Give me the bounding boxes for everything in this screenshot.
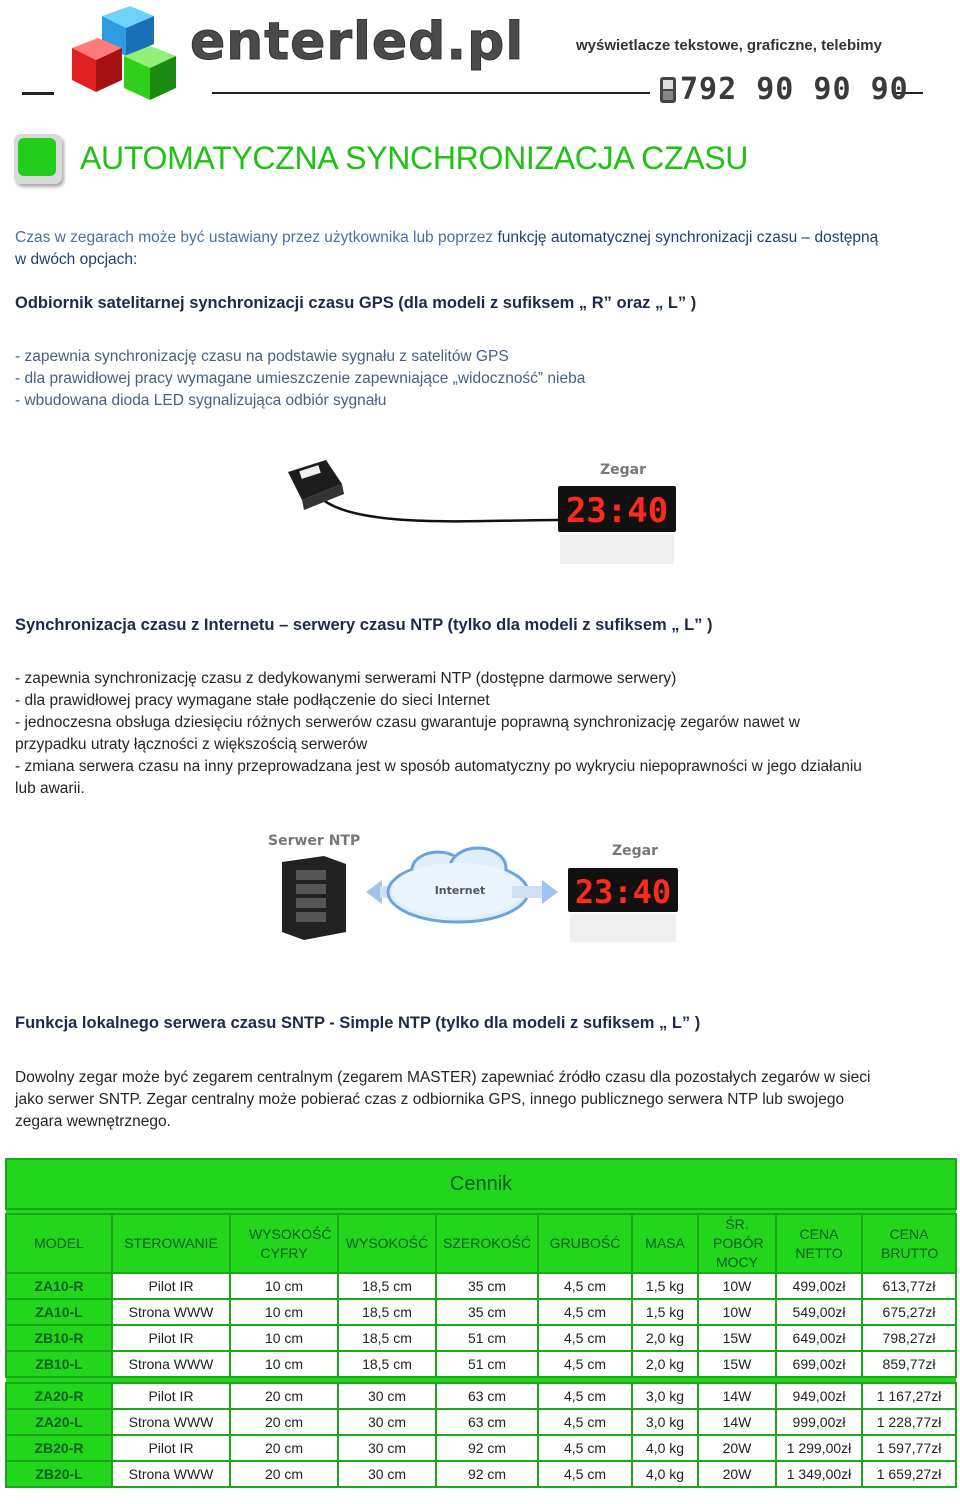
table-cell: 92 cm — [436, 1461, 538, 1487]
column-header: CENA BRUTTO — [862, 1214, 956, 1273]
table-cell: Strona WWW — [112, 1461, 230, 1487]
table-cell: 1 349,00zł — [776, 1461, 862, 1487]
column-header: MASA — [632, 1214, 698, 1273]
table-cell: 1 228,77zł — [862, 1409, 956, 1435]
table-cell: 20 cm — [230, 1383, 338, 1409]
table-cell: 1 299,00zł — [776, 1435, 862, 1461]
list-item: przypadku utraty łączności z większością serwerów — [15, 736, 368, 753]
sntp-heading: Funkcja lokalnego serwera czasu SNTP - Simple NTP (tylko dla modeli z sufiksem „ L” ) — [15, 1014, 701, 1032]
ntp-points — [15, 668, 950, 800]
table-cell: 649,00zł — [776, 1325, 862, 1351]
table-cell: 92 cm — [436, 1435, 538, 1461]
table-row — [6, 1273, 956, 1299]
table-cell: 859,77zł — [862, 1351, 956, 1377]
table-cell: 2,0 kg — [632, 1325, 698, 1351]
ntp-cloud-label: Internet — [434, 884, 486, 897]
column-header: STEROWANIE — [112, 1214, 230, 1273]
table-cell: Pilot IR — [112, 1383, 230, 1409]
table-cell: 4,5 cm — [538, 1383, 632, 1409]
table-cell: Strona WWW — [112, 1351, 230, 1377]
table-cell: 1 597,77zł — [862, 1435, 956, 1461]
list-item: - wbudowana dioda LED sygnalizująca odbiór sygnału — [15, 392, 387, 409]
table-cell: 18,5 cm — [338, 1299, 436, 1325]
paragraph-line: jako serwer SNTP. Zegar centralny może pobierać czas z odbiornika GPS, innego publicznego serwera NTP lub swojego — [15, 1091, 845, 1108]
logo-text: enterled.pl — [190, 12, 525, 72]
column-header: SZEROKOŚĆ — [436, 1214, 538, 1273]
pricing-caption: Cennik — [6, 1159, 956, 1209]
table-cell: 675,27zł — [862, 1299, 956, 1325]
table-cell: 18,5 cm — [338, 1351, 436, 1377]
table-cell: 10 cm — [230, 1273, 338, 1299]
model-cell: ZA10-L — [6, 1299, 112, 1325]
list-item: lub awarii. — [15, 780, 85, 797]
column-header: MODEL — [6, 1214, 112, 1273]
table-cell: 10W — [698, 1273, 776, 1299]
list-item: - jednoczesna obsługa dziesięciu różnych serwerów czasu gwarantuje poprawną synchronizację zegarów nawet w — [15, 714, 800, 731]
table-cell: 4,5 cm — [538, 1461, 632, 1487]
table-cell: 4,0 kg — [632, 1461, 698, 1487]
table-row — [6, 1299, 956, 1325]
intro-text: Czas w zegarach może być ustawiany przez użytkownika lub poprzez — [15, 229, 498, 246]
table-cell: 15W — [698, 1325, 776, 1351]
gps-points — [15, 346, 585, 412]
list-item: - dla prawidłowej pracy wymagane umieszczenie zapewniające „widoczność” nieba — [15, 370, 586, 387]
table-cell: 51 cm — [436, 1325, 538, 1351]
table-cell: 15W — [698, 1351, 776, 1377]
header-divider — [212, 92, 650, 94]
table-cell: 20W — [698, 1435, 776, 1461]
ntp-server-label: Serwer NTP — [268, 833, 361, 849]
table-cell: Pilot IR — [112, 1325, 230, 1351]
table-cell: 20 cm — [230, 1435, 338, 1461]
table-cell: 549,00zł — [776, 1299, 862, 1325]
header-phone: 792 90 90 90 — [680, 72, 909, 107]
table-cell: 949,00zł — [776, 1383, 862, 1409]
column-header: WYSOKOŚĆ CYFRY — [230, 1214, 338, 1273]
table-cell: 30 cm — [338, 1383, 436, 1409]
table-cell: 14W — [698, 1409, 776, 1435]
table-cell: 798,27zł — [862, 1325, 956, 1351]
table-row — [6, 1435, 956, 1461]
table-cell: 4,0 kg — [632, 1435, 698, 1461]
table-cell: 30 cm — [338, 1435, 436, 1461]
table-cell: 30 cm — [338, 1461, 436, 1487]
table-cell: 4,5 cm — [538, 1273, 632, 1299]
table-cell: 35 cm — [436, 1299, 538, 1325]
column-header: GRUBOŚĆ — [538, 1214, 632, 1273]
table-cell: 1 167,27zł — [862, 1383, 956, 1409]
list-item: - zapewnia synchronizację czasu z dedykowanymi serwerami NTP (dostępne darmowe serwery) — [15, 670, 677, 687]
table-cell: Pilot IR — [112, 1435, 230, 1461]
header-divider — [22, 92, 54, 95]
table-cell: 63 cm — [436, 1383, 538, 1409]
table-cell: 3,0 kg — [632, 1383, 698, 1409]
table-cell: Pilot IR — [112, 1273, 230, 1299]
table-cell: 4,5 cm — [538, 1325, 632, 1351]
table-row — [6, 1351, 956, 1377]
table-cell: 2,0 kg — [632, 1351, 698, 1377]
table-cell: 63 cm — [436, 1409, 538, 1435]
paragraph-line: zegara wewnętrznego. — [15, 1113, 171, 1130]
gps-heading: Odbiornik satelitarnej synchronizacji czasu GPS (dla modeli z sufiksem „ R” oraz „ L” ) — [15, 294, 697, 312]
ntp-clock-label: Zegar — [612, 843, 659, 859]
table-cell: 4,5 cm — [538, 1409, 632, 1435]
table-cell: 699,00zł — [776, 1351, 862, 1377]
table-cell: 1,5 kg — [632, 1273, 698, 1299]
table-cell: 10 cm — [230, 1325, 338, 1351]
table-cell: 35 cm — [436, 1273, 538, 1299]
table-row — [6, 1461, 956, 1487]
model-cell: ZB10-L — [6, 1351, 112, 1377]
gps-clock-time: 23:40 — [565, 491, 669, 531]
ntp-diagram-image — [262, 828, 692, 948]
table-cell: 10W — [698, 1299, 776, 1325]
sntp-paragraph — [15, 1067, 950, 1133]
ntp-heading: Synchronizacja czasu z Internetu – serwery czasu NTP (tylko dla modeli z sufiksem „ L” ) — [15, 616, 713, 634]
table-cell: 4,5 cm — [538, 1351, 632, 1377]
intro-text: w dwóch opcjach: — [15, 251, 138, 268]
pricing-table — [5, 1158, 957, 1488]
table-cell: 3,0 kg — [632, 1409, 698, 1435]
table-cell: 4,5 cm — [538, 1299, 632, 1325]
table-cell: 51 cm — [436, 1351, 538, 1377]
table-cell: 18,5 cm — [338, 1273, 436, 1299]
gps-clock-label: Zegar — [600, 462, 647, 478]
paragraph-line: Dowolny zegar może być zegarem centralnym (zegarem MASTER) zapewniać źródło czasu dla pozostałych zegarów w sieci — [15, 1069, 871, 1086]
table-cell: 999,00zł — [776, 1409, 862, 1435]
table-row — [6, 1409, 956, 1435]
table-cell: 499,00zł — [776, 1273, 862, 1299]
title-square-icon-fill — [18, 138, 56, 176]
table-cell: 4,5 cm — [538, 1435, 632, 1461]
model-cell: ZB20-L — [6, 1461, 112, 1487]
table-cell: 20 cm — [230, 1409, 338, 1435]
table-header-row — [6, 1214, 956, 1273]
column-header: CENA NETTO — [776, 1214, 862, 1273]
page-title: AUTOMATYCZNA SYNCHRONIZACJA CZASU — [80, 140, 749, 176]
ntp-clock-time: 23:40 — [574, 873, 672, 911]
table-row — [6, 1325, 956, 1351]
table-cell: 18,5 cm — [338, 1325, 436, 1351]
column-header: ŚR. POBÓR MOCY — [698, 1214, 776, 1273]
table-cell: Strona WWW — [112, 1299, 230, 1325]
model-cell: ZA20-R — [6, 1383, 112, 1409]
table-cell: 1,5 kg — [632, 1299, 698, 1325]
table-cell: 20 cm — [230, 1461, 338, 1487]
model-cell: ZB10-R — [6, 1325, 112, 1351]
list-item: - dla prawidłowej pracy wymagane stałe podłączenie do sieci Internet — [15, 692, 490, 709]
list-item: - zmiana serwera czasu na inny przeprowadzana jest w sposób automatyczny po wykryciu niepoprawności w jego działaniu — [15, 758, 862, 775]
table-cell: 14W — [698, 1383, 776, 1409]
gps-diagram-image — [278, 450, 688, 580]
table-cell: 10 cm — [230, 1351, 338, 1377]
header-tagline: wyświetlacze tekstowe, graficzne, telebimy — [576, 37, 882, 54]
table-cell: 613,77zł — [862, 1273, 956, 1299]
table-cell: 1 659,27zł — [862, 1461, 956, 1487]
table-row — [6, 1383, 956, 1409]
model-cell: ZA10-R — [6, 1273, 112, 1299]
logo-cubes-image — [62, 4, 192, 104]
table-cell: 20W — [698, 1461, 776, 1487]
model-cell: ZB20-R — [6, 1435, 112, 1461]
intro-text-emphasis: funkcję automatycznej synchronizacji czasu – dostępną — [497, 229, 879, 246]
table-cell: 30 cm — [338, 1409, 436, 1435]
table-cell: 10 cm — [230, 1299, 338, 1325]
intro-paragraph — [15, 227, 950, 271]
model-cell: ZA20-L — [6, 1409, 112, 1435]
phone-icon — [659, 76, 677, 104]
table-cell: Strona WWW — [112, 1409, 230, 1435]
column-header: WYSOKOŚĆ — [338, 1214, 436, 1273]
list-item: - zapewnia synchronizację czasu na podstawie sygnału z satelitów GPS — [15, 348, 509, 365]
